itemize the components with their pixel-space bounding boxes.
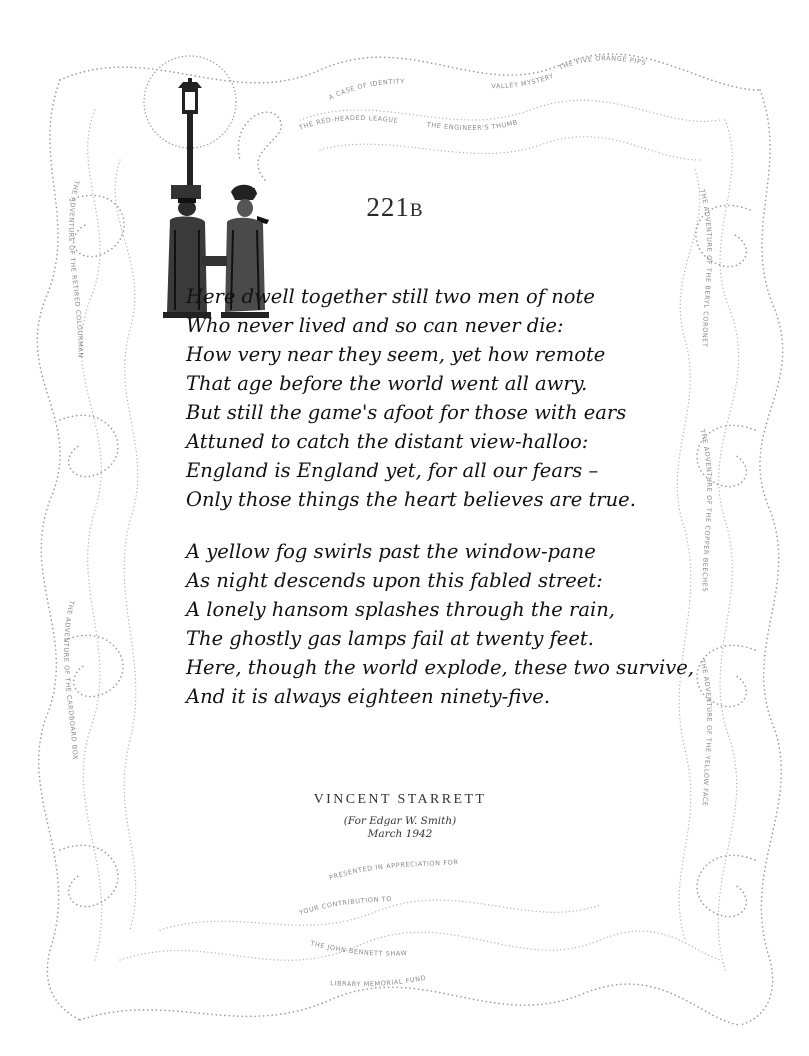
poem-line: Here, though the world explode, these two survive, xyxy=(186,656,694,679)
frame-label-bottom-3: THE JOHN BENNETT SHAW xyxy=(309,939,408,958)
frame-label-top-4: THE ENGINEER'S THUMB xyxy=(426,118,519,133)
frame-label-top-1: A CASE OF IDENTITY xyxy=(327,77,405,102)
page-title xyxy=(340,192,450,223)
stanza-1 xyxy=(186,282,656,514)
frame-label-bottom-2: YOUR CONTRIBUTION TO xyxy=(298,894,393,917)
title-number: 221 xyxy=(366,192,410,222)
poem-line: England is England yet, for all our fears – xyxy=(186,459,599,482)
title-suffix: B xyxy=(409,200,424,221)
frame-label-top-2: THE RED-HEADED LEAGUE xyxy=(298,113,399,132)
poem-line: That age before the world went all awry. xyxy=(186,372,588,395)
poem-line: But still the game's afoot for those with ears xyxy=(186,401,627,424)
frame-label-bottom-1: PRESENTED IN APPRECIATION FOR xyxy=(328,858,459,882)
poem-line: Here dwell together still two men of note xyxy=(186,285,595,308)
dedication-date: March 1942 xyxy=(367,828,433,840)
poem xyxy=(186,282,694,711)
frame-label-top-3: THE FIVE ORANGE PIPS xyxy=(557,54,647,72)
poem-line: A lonely hansom splashes through the rain, xyxy=(186,598,615,621)
stanza-2 xyxy=(186,537,694,711)
poem-line: Attuned to catch the distant view-halloo: xyxy=(186,430,589,453)
poem-line: The ghostly gas lamps fail at twenty feet. xyxy=(186,627,594,650)
frame-label-right-3: THE ADVENTURE OF THE YELLOW FACE xyxy=(698,658,714,807)
dedication xyxy=(280,815,520,841)
dedication-line-1: (For Edgar W. Smith) xyxy=(343,815,457,827)
frame-label-left-2: THE ADVENTURE OF THE CARDBOARD BOX xyxy=(62,599,80,761)
frame-label-right-1: THE ADVENTURE OF THE BERYL CORONET xyxy=(698,188,714,348)
poem-line: A yellow fog swirls past the window-pane xyxy=(186,540,596,563)
poem-line: Only those things the heart believes are true. xyxy=(186,488,636,511)
poem-line: How very near they seem, yet how remote xyxy=(186,343,606,366)
frame-label-left-1: THE ADVENTURE OF THE RETIRED COLOURMAN xyxy=(67,179,85,358)
author-name: VINCENT STARRETT xyxy=(313,792,487,807)
poem-line: And it is always eighteen ninety-five. xyxy=(186,685,551,708)
poem-line: As night descends upon this fabled street: xyxy=(186,569,603,592)
frame-label-right-2: THE ADVENTURE OF THE COPPER BEECHES xyxy=(698,428,714,593)
poem-line: Who never lived and so can never die: xyxy=(186,314,564,337)
frame-label-bottom-4: LIBRARY MEMORIAL FUND xyxy=(329,973,427,989)
frame-label-top-5: VALLEY MYSTERY xyxy=(491,71,555,91)
initial-h-crossbar xyxy=(201,256,227,266)
